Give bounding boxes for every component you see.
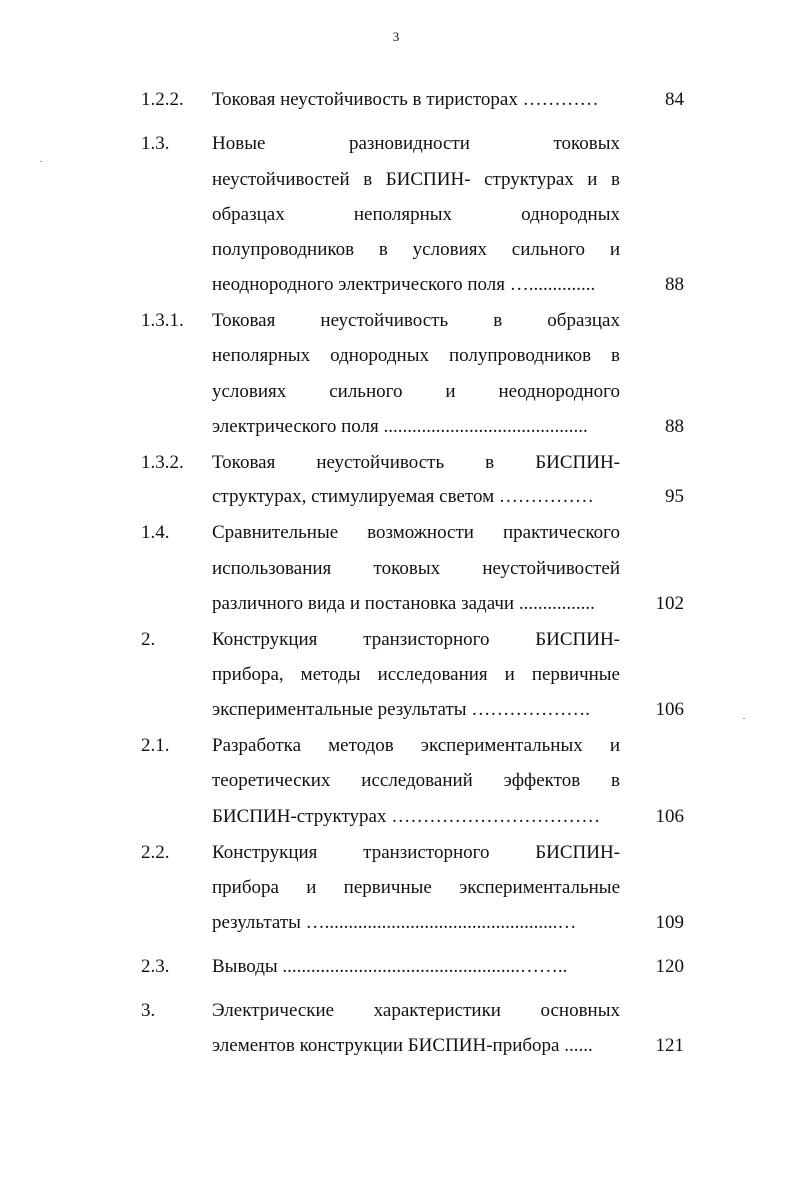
scan-speck: [40, 161, 42, 162]
entry-title-line: экспериментальные результаты ……………….: [212, 699, 591, 720]
entry-page-number: 106: [655, 806, 684, 827]
entry-title-line: неустойчивостей в БИСПИН- структурах и в: [212, 169, 620, 190]
entry-title-line: использования токовых неустойчивостей: [212, 558, 620, 579]
entry-title-line: образцах неполярных однородных: [212, 204, 620, 225]
entry-page-number: 88: [665, 416, 684, 437]
entry-title-line: условиях сильного и неоднородного: [212, 381, 620, 402]
entry-page-number: 84: [665, 89, 684, 110]
entry-title-line: прибора и первичные экспериментальные: [212, 877, 620, 898]
entry-number: 3.: [141, 1000, 156, 1021]
entry-number: 1.3.2.: [141, 452, 184, 473]
entry-title-line: теоретических исследований эффектов в: [212, 770, 620, 791]
entry-number: 2.2.: [141, 842, 170, 863]
entry-title-line: Разработка методов экспериментальных и: [212, 735, 620, 756]
entry-title-line: структурах, стимулируемая светом ……………: [212, 486, 594, 507]
entry-number: 2.3.: [141, 956, 170, 977]
entry-page-number: 102: [655, 593, 684, 614]
entry-title-line: Токовая неустойчивость в БИСПИН-: [212, 452, 620, 473]
entry-title-line: Сравнительные возможности практического: [212, 522, 620, 543]
entry-page-number: 121: [655, 1035, 684, 1056]
entry-title-line: Токовая неустойчивость в тиристорах …………: [212, 89, 599, 110]
entry-title-line: полупроводников в условиях сильного и: [212, 239, 620, 260]
entry-number: 1.3.1.: [141, 310, 184, 331]
entry-page-number: 95: [665, 486, 684, 507]
entry-page-number: 88: [665, 274, 684, 295]
entry-page-number: 120: [655, 956, 684, 977]
entry-page-number: 106: [655, 699, 684, 720]
entry-title-line: прибора, методы исследования и первичные: [212, 664, 620, 685]
entry-title-line: Токовая неустойчивость в образцах: [212, 310, 620, 331]
entry-title-line: неполярных однородных полупроводников в: [212, 345, 620, 366]
entry-number: 2.1.: [141, 735, 170, 756]
entry-page-number: 109: [655, 912, 684, 933]
entry-title-line: Электрические характеристики основных: [212, 1000, 620, 1021]
page-number: 3: [392, 29, 400, 44]
entry-title-line: электрического поля ...........................................: [212, 416, 588, 437]
entry-title-line: элементов конструкции БИСПИН-прибора ......: [212, 1035, 593, 1056]
entry-title-line: БИСПИН-структурах ……………………………: [212, 806, 601, 827]
entry-title-line: Новые разновидности токовых: [212, 133, 620, 154]
entry-title-line: Конструкция транзисторного БИСПИН-: [212, 629, 620, 650]
entry-number: 1.2.2.: [141, 89, 184, 110]
entry-title-line: неоднородного электрического поля …..............: [212, 274, 596, 295]
entry-number: 1.4.: [141, 522, 170, 543]
entry-number: 2.: [141, 629, 156, 650]
entry-title-line: различного вида и постановка задачи ................: [212, 593, 595, 614]
scan-speck: [743, 718, 745, 719]
entry-title-line: результаты ….................................................…: [212, 912, 577, 933]
entry-number: 1.3.: [141, 133, 170, 154]
entry-title-line: Выводы ..................................................……..: [212, 956, 568, 977]
entry-title-line: Конструкция транзисторного БИСПИН-: [212, 842, 620, 863]
